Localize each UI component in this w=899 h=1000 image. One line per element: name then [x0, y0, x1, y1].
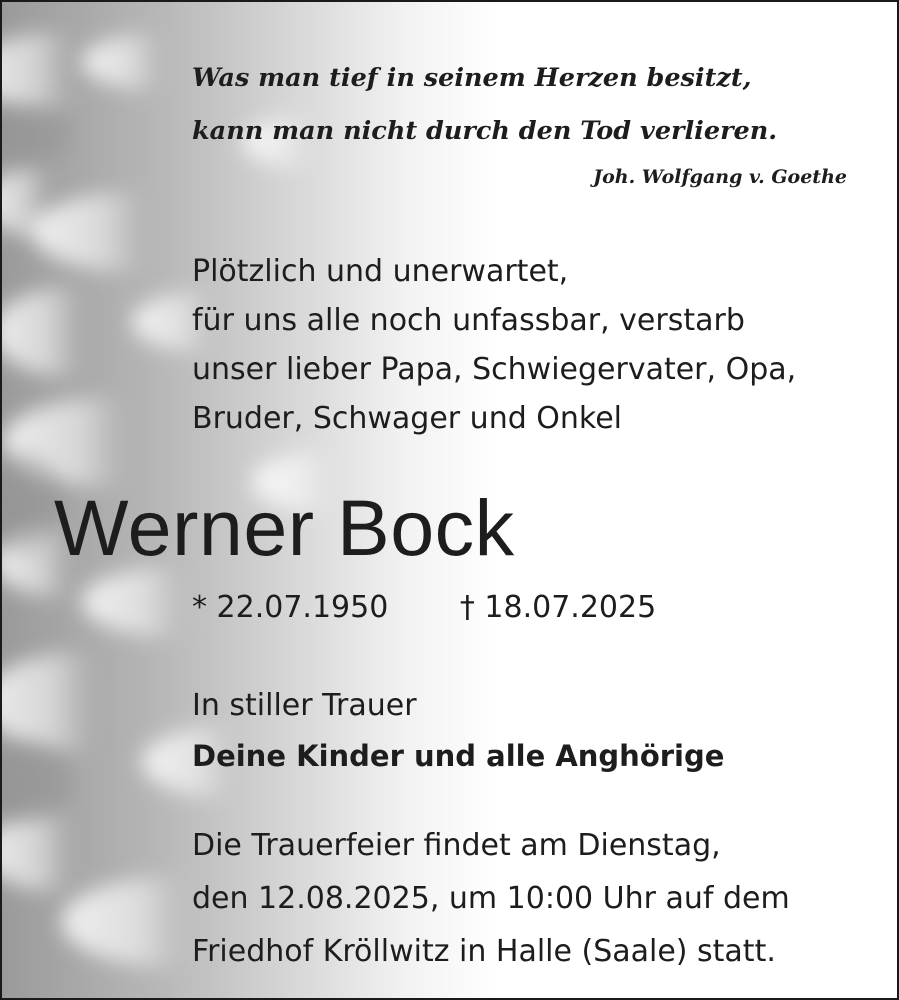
funeral-info — [192, 819, 790, 978]
deceased-name: Werner Bock — [54, 483, 515, 572]
funeral-line: Friedhof Kröllwitz in Halle (Saale) statt. — [192, 934, 776, 969]
intro-text — [192, 247, 796, 443]
quote-author: Joh. Wolfgang v. Goethe — [593, 166, 847, 188]
funeral-line: den 12.08.2025, um 10:00 Uhr auf dem — [192, 881, 790, 916]
intro-line: unser lieber Papa, Schwiegervater, Opa, — [192, 352, 797, 387]
mourning-line: In stiller Trauer — [192, 688, 417, 723]
intro-line: Bruder, Schwager und Onkel — [192, 401, 623, 436]
intro-line: Plötzlich und unerwartet, — [192, 254, 569, 289]
death-date: † 18.07.2025 — [459, 590, 657, 625]
mourning-block — [192, 681, 724, 781]
funeral-line: Die Trauerfeier findet am Dienstag, — [192, 828, 721, 863]
mourners-signature: Deine Kinder und alle Anghörige — [192, 739, 725, 773]
quote-line: Was man tief in seinem Herzen besitzt, — [192, 63, 752, 93]
birth-date: * 22.07.1950 — [192, 590, 389, 625]
life-dates — [192, 590, 656, 625]
quote-line: kann man nicht durch den Tod verlieren. — [192, 116, 778, 146]
intro-line: für uns alle noch unfassbar, verstarb — [192, 303, 745, 338]
goethe-quote — [192, 52, 777, 158]
